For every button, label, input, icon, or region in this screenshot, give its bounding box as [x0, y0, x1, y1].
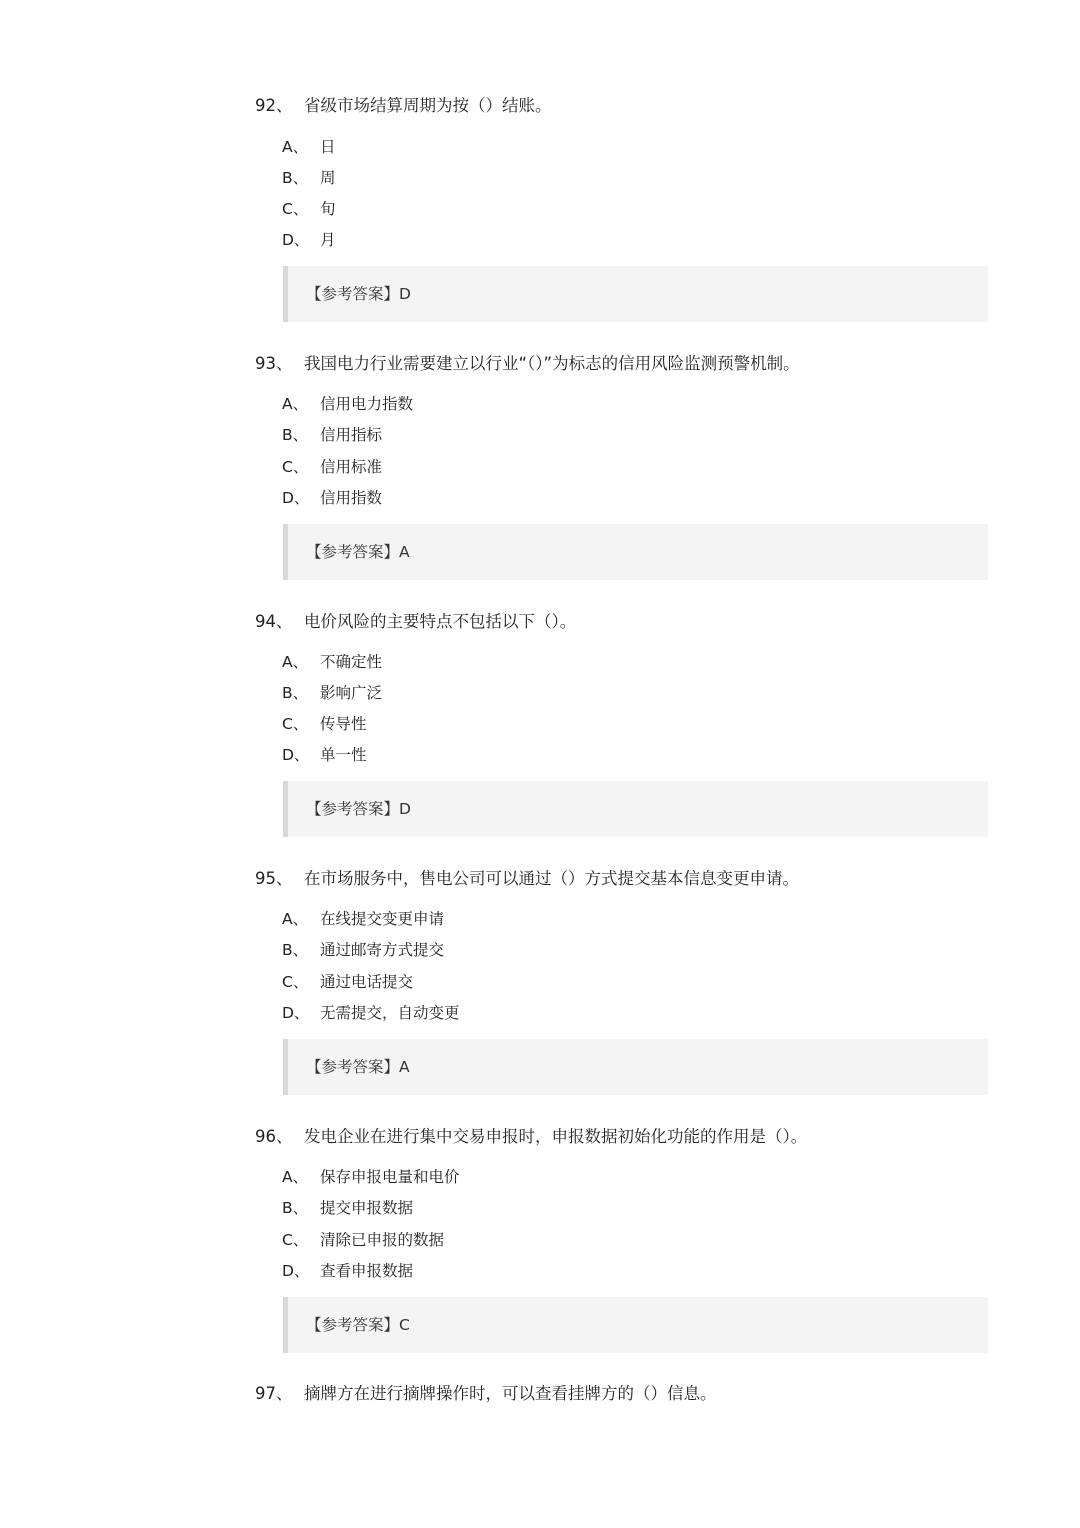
option-b — [282, 423, 382, 447]
option-text: 传导性 — [320, 715, 367, 733]
reference-answer: 【参考答案】A — [306, 1058, 410, 1076]
question-text: 摘牌方在进行摘牌操作时，可以查看挂牌方的（）信息。 — [304, 1384, 717, 1403]
question-number: 93、 — [255, 354, 293, 373]
option-c — [282, 1228, 444, 1252]
option-letter: D、 — [282, 1004, 310, 1022]
option-text: 单一性 — [320, 746, 367, 764]
option-letter: C、 — [282, 715, 309, 733]
answer-box — [283, 266, 988, 322]
option-letter: A、 — [282, 653, 309, 671]
option-text: 信用指标 — [320, 426, 383, 444]
option-c — [282, 197, 336, 221]
option-letter: C、 — [282, 973, 309, 991]
option-text: 信用指数 — [320, 489, 383, 507]
reference-answer: 【参考答案】A — [306, 543, 410, 561]
option-letter: A、 — [282, 395, 309, 413]
option-letter: C、 — [282, 200, 309, 218]
option-text: 在线提交变更申请 — [320, 910, 445, 928]
question-number: 97、 — [255, 1384, 293, 1403]
option-letter: D、 — [282, 231, 310, 249]
option-text: 提交申报数据 — [320, 1199, 414, 1217]
answer-box — [283, 1039, 988, 1095]
option-letter: B、 — [282, 941, 309, 959]
option-letter: A、 — [282, 138, 309, 156]
option-text: 信用电力指数 — [320, 395, 414, 413]
option-letter: A、 — [282, 910, 309, 928]
option-letter: A、 — [282, 1168, 309, 1186]
option-text: 影响广泛 — [320, 684, 383, 702]
question-stem — [255, 93, 552, 119]
reference-answer: 【参考答案】C — [306, 1316, 410, 1334]
question-text: 发电企业在进行集中交易申报时，申报数据初始化功能的作用是（）。 — [304, 1127, 808, 1146]
option-text: 日 — [320, 138, 336, 156]
question-number: 94、 — [255, 612, 293, 631]
question-stem — [255, 1124, 807, 1150]
option-a — [282, 907, 444, 931]
option-b — [282, 1196, 413, 1220]
option-letter: B、 — [282, 684, 309, 702]
option-text: 通过邮寄方式提交 — [320, 941, 445, 959]
option-letter: C、 — [282, 458, 309, 476]
question-stem — [255, 351, 800, 377]
option-letter: D、 — [282, 746, 310, 764]
option-letter: D、 — [282, 1262, 310, 1280]
option-d — [282, 1001, 460, 1025]
option-a — [282, 135, 336, 159]
option-b — [282, 166, 336, 190]
option-letter: B、 — [282, 169, 309, 187]
option-a — [282, 1165, 460, 1189]
question-number: 96、 — [255, 1127, 293, 1146]
option-letter: B、 — [282, 426, 309, 444]
option-text: 无需提交，自动变更 — [320, 1004, 460, 1022]
option-letter: C、 — [282, 1231, 309, 1249]
option-a — [282, 650, 382, 674]
option-text: 清除已申报的数据 — [320, 1231, 445, 1249]
option-text: 查看申报数据 — [320, 1262, 414, 1280]
question-text: 在市场服务中，售电公司可以通过（）方式提交基本信息变更申请。 — [304, 869, 799, 888]
question-stem — [255, 866, 799, 892]
option-d — [282, 228, 336, 252]
option-d — [282, 486, 382, 510]
option-text: 不确定性 — [320, 653, 383, 671]
answer-box — [283, 1297, 988, 1353]
option-b — [282, 938, 444, 962]
question-text: 电价风险的主要特点不包括以下（）。 — [304, 612, 577, 631]
reference-answer: 【参考答案】D — [306, 285, 411, 303]
question-stem — [255, 609, 576, 635]
question-stem — [255, 1381, 717, 1407]
question-text: 省级市场结算周期为按（）结账。 — [304, 96, 552, 115]
option-text: 月 — [320, 231, 336, 249]
question-number: 95、 — [255, 869, 293, 888]
answer-box — [283, 781, 988, 837]
option-c — [282, 970, 413, 994]
question-text: 我国电力行业需要建立以行业“（）”为标志的信用风险监测预警机制。 — [304, 354, 800, 373]
option-d — [282, 1259, 413, 1283]
option-text: 旬 — [320, 200, 336, 218]
option-text: 信用标准 — [320, 458, 383, 476]
option-c — [282, 712, 367, 736]
answer-box — [283, 524, 988, 580]
option-d — [282, 743, 367, 767]
option-text: 通过电话提交 — [320, 973, 414, 991]
option-c — [282, 455, 382, 479]
option-text: 周 — [320, 169, 336, 187]
option-letter: B、 — [282, 1199, 309, 1217]
option-a — [282, 392, 413, 416]
question-number: 92、 — [255, 96, 293, 115]
option-b — [282, 681, 382, 705]
option-letter: D、 — [282, 489, 310, 507]
reference-answer: 【参考答案】D — [306, 800, 411, 818]
option-text: 保存申报电量和电价 — [320, 1168, 460, 1186]
